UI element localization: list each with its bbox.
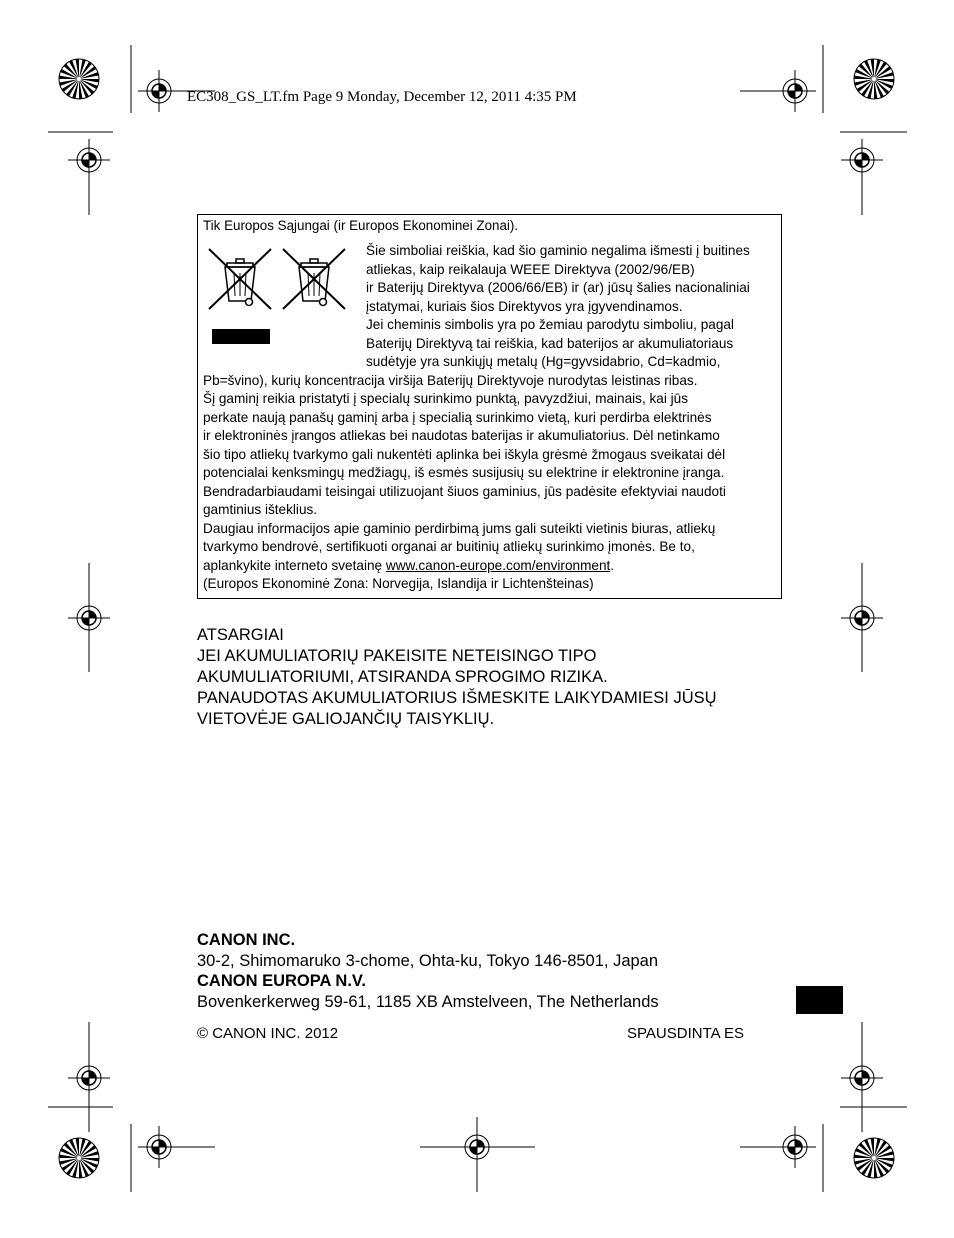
caution-line: AKUMULIATORIUMI, ATSIRANDA SPROGIMO RIZIKA. (197, 668, 608, 686)
print-header-line: EC308_GS_LT.fm Page 9 Monday, December 12, 2011 4:35 PM (187, 89, 577, 105)
notice-line: potencialai kenksmingų medžiagų, iš esmės susijusių su elektrine ir elektronine įranga. (203, 465, 725, 480)
notice-line: Pb=švino), kurių koncentracija viršija Baterijų Direktyvoje nurodytas leistinas ribas. (203, 372, 698, 388)
notice-line: (Europos Ekonominė Zona: Norvegija, Islandija ir Lichtenšteinas) (203, 576, 594, 591)
caution-line: JEI AKUMULIATORIŲ PAKEISITE NETEISINGO TIPO (197, 647, 597, 665)
notice-line: Bendradarbiaudami teisingai utilizuojant šiuos gaminius, jūs padėsite efektyviai naudoti (203, 483, 726, 499)
notice-line: perkate naują panašų gaminį arba į specialią surinkimo vietą, kuri perdirba elektrinės (203, 409, 712, 425)
notice-line: Jei cheminis simbolis yra po žemiau parodytu simboliu, pagal (366, 317, 734, 332)
notice-line: Daugiau informacijos apie gaminio perdirbimą jums gali suteikti vietinis biuras, atliekų (203, 520, 716, 536)
caution-line: ATSARGIAI (197, 626, 284, 644)
caution-line: PANAUDOTAS AKUMULIATORIUS IŠMESKITE LAIKYDAMIESI JŪSŲ (197, 689, 717, 707)
notice-line: ir elektroninės įrangos atliekas bei naudotas baterijas ir akumuliatorius. Dėl netinkamo (203, 428, 720, 443)
notice-title: Tik Europos Sąjungai (ir Europos Ekonominei Zonai). (203, 218, 519, 233)
environment-link[interactable]: www.canon-europe.com/environment (385, 557, 611, 573)
starburst-target-icon (854, 59, 894, 99)
notice-line: Šį gaminį reikia pristatyti į specialų surinkimo punktą, pavyzdžiui, mainais, kai jūs (203, 391, 689, 406)
chemical-symbol-bar (212, 329, 270, 344)
company-name: CANON INC. (197, 931, 296, 949)
starburst-target-icon (59, 59, 99, 99)
notice-line: įstatymai, kuriais šios Direktyvos yra įgyvendinamos. (366, 298, 683, 314)
crossed-bin-icon (283, 249, 345, 309)
company-name: CANON EUROPA N.V. (197, 972, 366, 990)
notice-line: Šie simboliai reiškia, kad šio gaminio negalima išmesti į buitines (366, 243, 750, 258)
printed-in-text: SPAUSDINTA ES (627, 1025, 744, 1042)
copyright-text: © CANON INC. 2012 (197, 1025, 339, 1042)
crossed-bin-icon (209, 249, 271, 309)
link-prefix: aplankykite interneto svetainę (203, 557, 386, 573)
caution-block (197, 625, 717, 730)
notice-line: šio tipo atliekų tvarkymo gali nukentėti aplinka bei iškyla grėsmė žmogaus sveikatai dėl (203, 446, 726, 462)
weee-notice-box (197, 214, 782, 599)
company-address: 30-2, Shimomaruko 3-chome, Ohta-ku, Tokyo 146-8501, Japan (197, 951, 659, 970)
company-block (197, 930, 659, 1012)
notice-line: gamtinius išteklius. (203, 502, 318, 517)
starburst-target-icon (854, 1138, 894, 1178)
notice-line: ir Baterijų Direktyva (2006/66/EB) ir (ar) jūsų šalies nacionaliniai (366, 280, 750, 295)
notice-line: Baterijų Direktyvą tai reiškia, kad baterijos ar akumuliatoriaus (366, 335, 734, 351)
company-address: Bovenkerkerweg 59-61, 1185 XB Amstelveen, The Netherlands (197, 992, 659, 1011)
link-suffix: . (610, 557, 615, 573)
caution-line: VIETOVĖJE GALIOJANČIŲ TAISYKLIŲ. (197, 710, 495, 728)
notice-line: atliekas, kaip reikalauja WEEE Direktyva (2002/96/EB) (366, 261, 695, 277)
starburst-target-icon (59, 1138, 99, 1178)
notice-link-line (203, 557, 614, 575)
notice-line: sudėtyje yra sunkiųjų metalų (Hg=gyvsidabrio, Cd=kadmio, (366, 354, 721, 369)
notice-line: tvarkymo bendrovė, sertifikuoti organai ar buitinių atliekų surinkimo įmonės. Be to, (203, 539, 695, 554)
page-tab-marker (796, 986, 843, 1014)
